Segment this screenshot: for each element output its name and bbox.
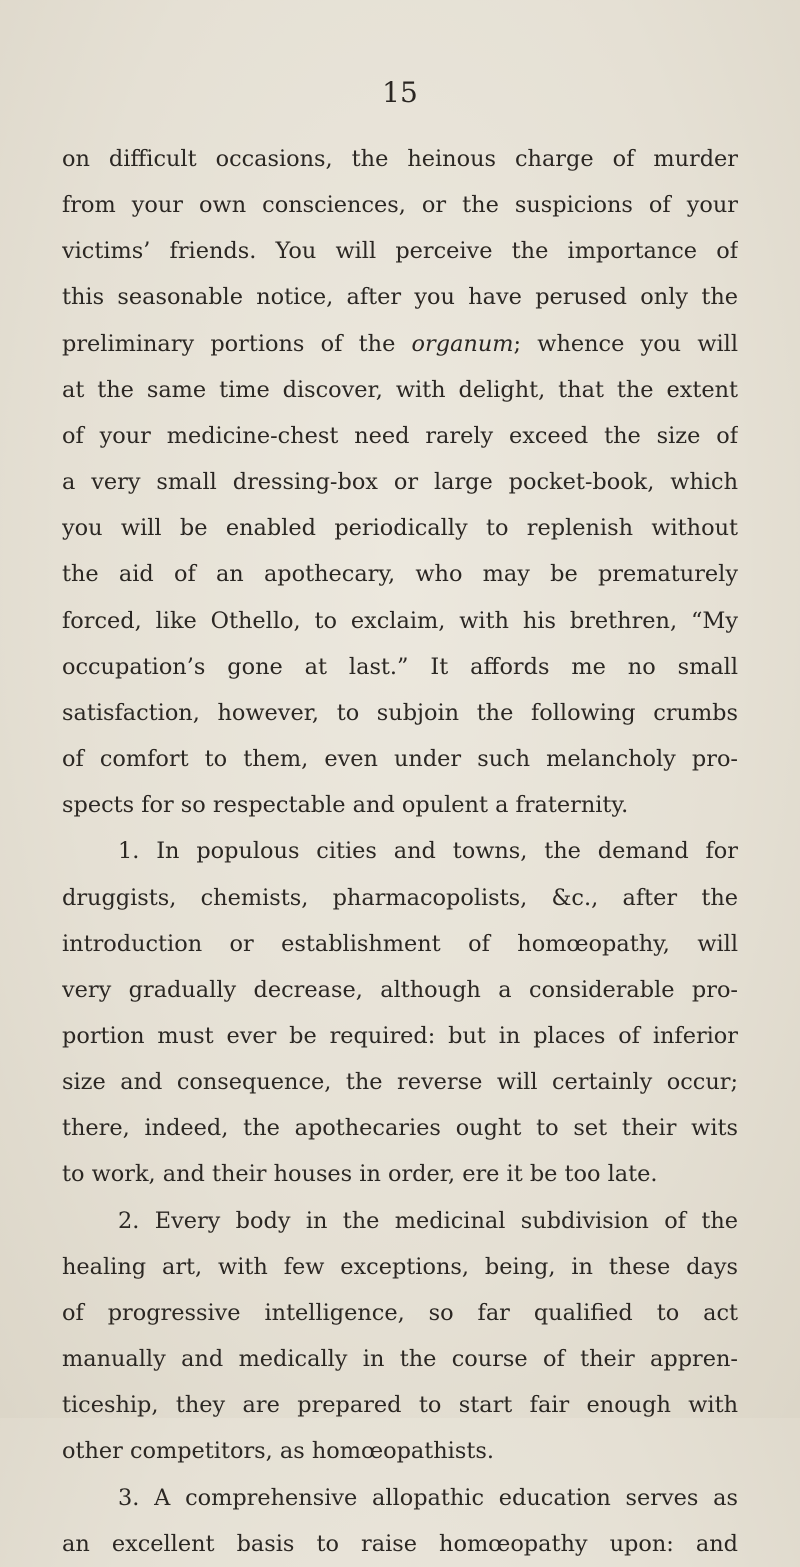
text-line: portion must ever be required: but in places of inferior: [62, 1022, 738, 1049]
text-line: occupation’s gone at last.” It affords me no small: [62, 653, 738, 680]
text-line: an excellent basis to raise homœopathy upon: and: [62, 1530, 738, 1557]
text-line: satisfaction, however, to subjoin the following crumbs: [62, 699, 738, 726]
text-line: spects for so respectable and opulent a fraternity.: [62, 792, 629, 819]
text-line: from your own consciences, or the suspicions of your: [62, 192, 738, 219]
body-text: [62, 136, 738, 1567]
text-line: other competitors, as homœopathists.: [62, 1438, 494, 1465]
text-line: 2. Every body in the medicinal subdivision of the: [118, 1207, 738, 1234]
text-line: of your medicine-chest need rarely exceed the size of: [62, 422, 738, 449]
text-line: this seasonable notice, after you have perused only the: [62, 284, 738, 311]
text-line: 1. In populous cities and towns, the demand for: [118, 838, 738, 865]
text-line: victims’ friends. You will perceive the importance of: [62, 238, 738, 265]
text-line: at the same time discover, with delight, that the extent: [62, 376, 738, 403]
text-line: on difficult occasions, the heinous charge of murder: [62, 146, 738, 172]
text-line: you will be enabled periodically to replenish without: [62, 515, 738, 542]
text-line: introduction or establishment of homœopathy, will: [62, 930, 738, 957]
text-line: 3. A comprehensive allopathic education serves as: [118, 1484, 738, 1511]
text-line: manually and medically in the course of their appren-: [62, 1346, 738, 1373]
text-line: very gradually decrease, although a considerable pro-: [62, 976, 738, 1003]
text-line: preliminary portions of the organum; whence you will: [62, 330, 738, 357]
text-line: the aid of an apothecary, who may be prematurely: [62, 561, 738, 588]
text-line: of progressive intelligence, so far qualified to act: [62, 1299, 738, 1326]
text-line: forced, like Othello, to exclaim, with his brethren, “My: [62, 607, 738, 634]
text-line: of comfort to them, even under such melancholy pro-: [62, 746, 738, 773]
text-line: a very small dressing-box or large pocket-book, which: [62, 469, 738, 496]
text-line: healing art, with few exceptions, being, in these days: [62, 1253, 738, 1280]
text-line: size and consequence, the reverse will certainly occur;: [62, 1069, 738, 1096]
text-line: there, indeed, the apothecaries ought to set their wits: [62, 1115, 738, 1142]
page-number: 15: [382, 76, 418, 109]
italic-word: organum: [411, 330, 514, 357]
text-line: druggists, chemists, pharmacopolists, &c., after the: [62, 884, 738, 911]
text-line: ticeship, they are prepared to start fair enough with: [62, 1392, 738, 1419]
text-line: to work, and their houses in order, ere it be too late.: [62, 1161, 658, 1188]
